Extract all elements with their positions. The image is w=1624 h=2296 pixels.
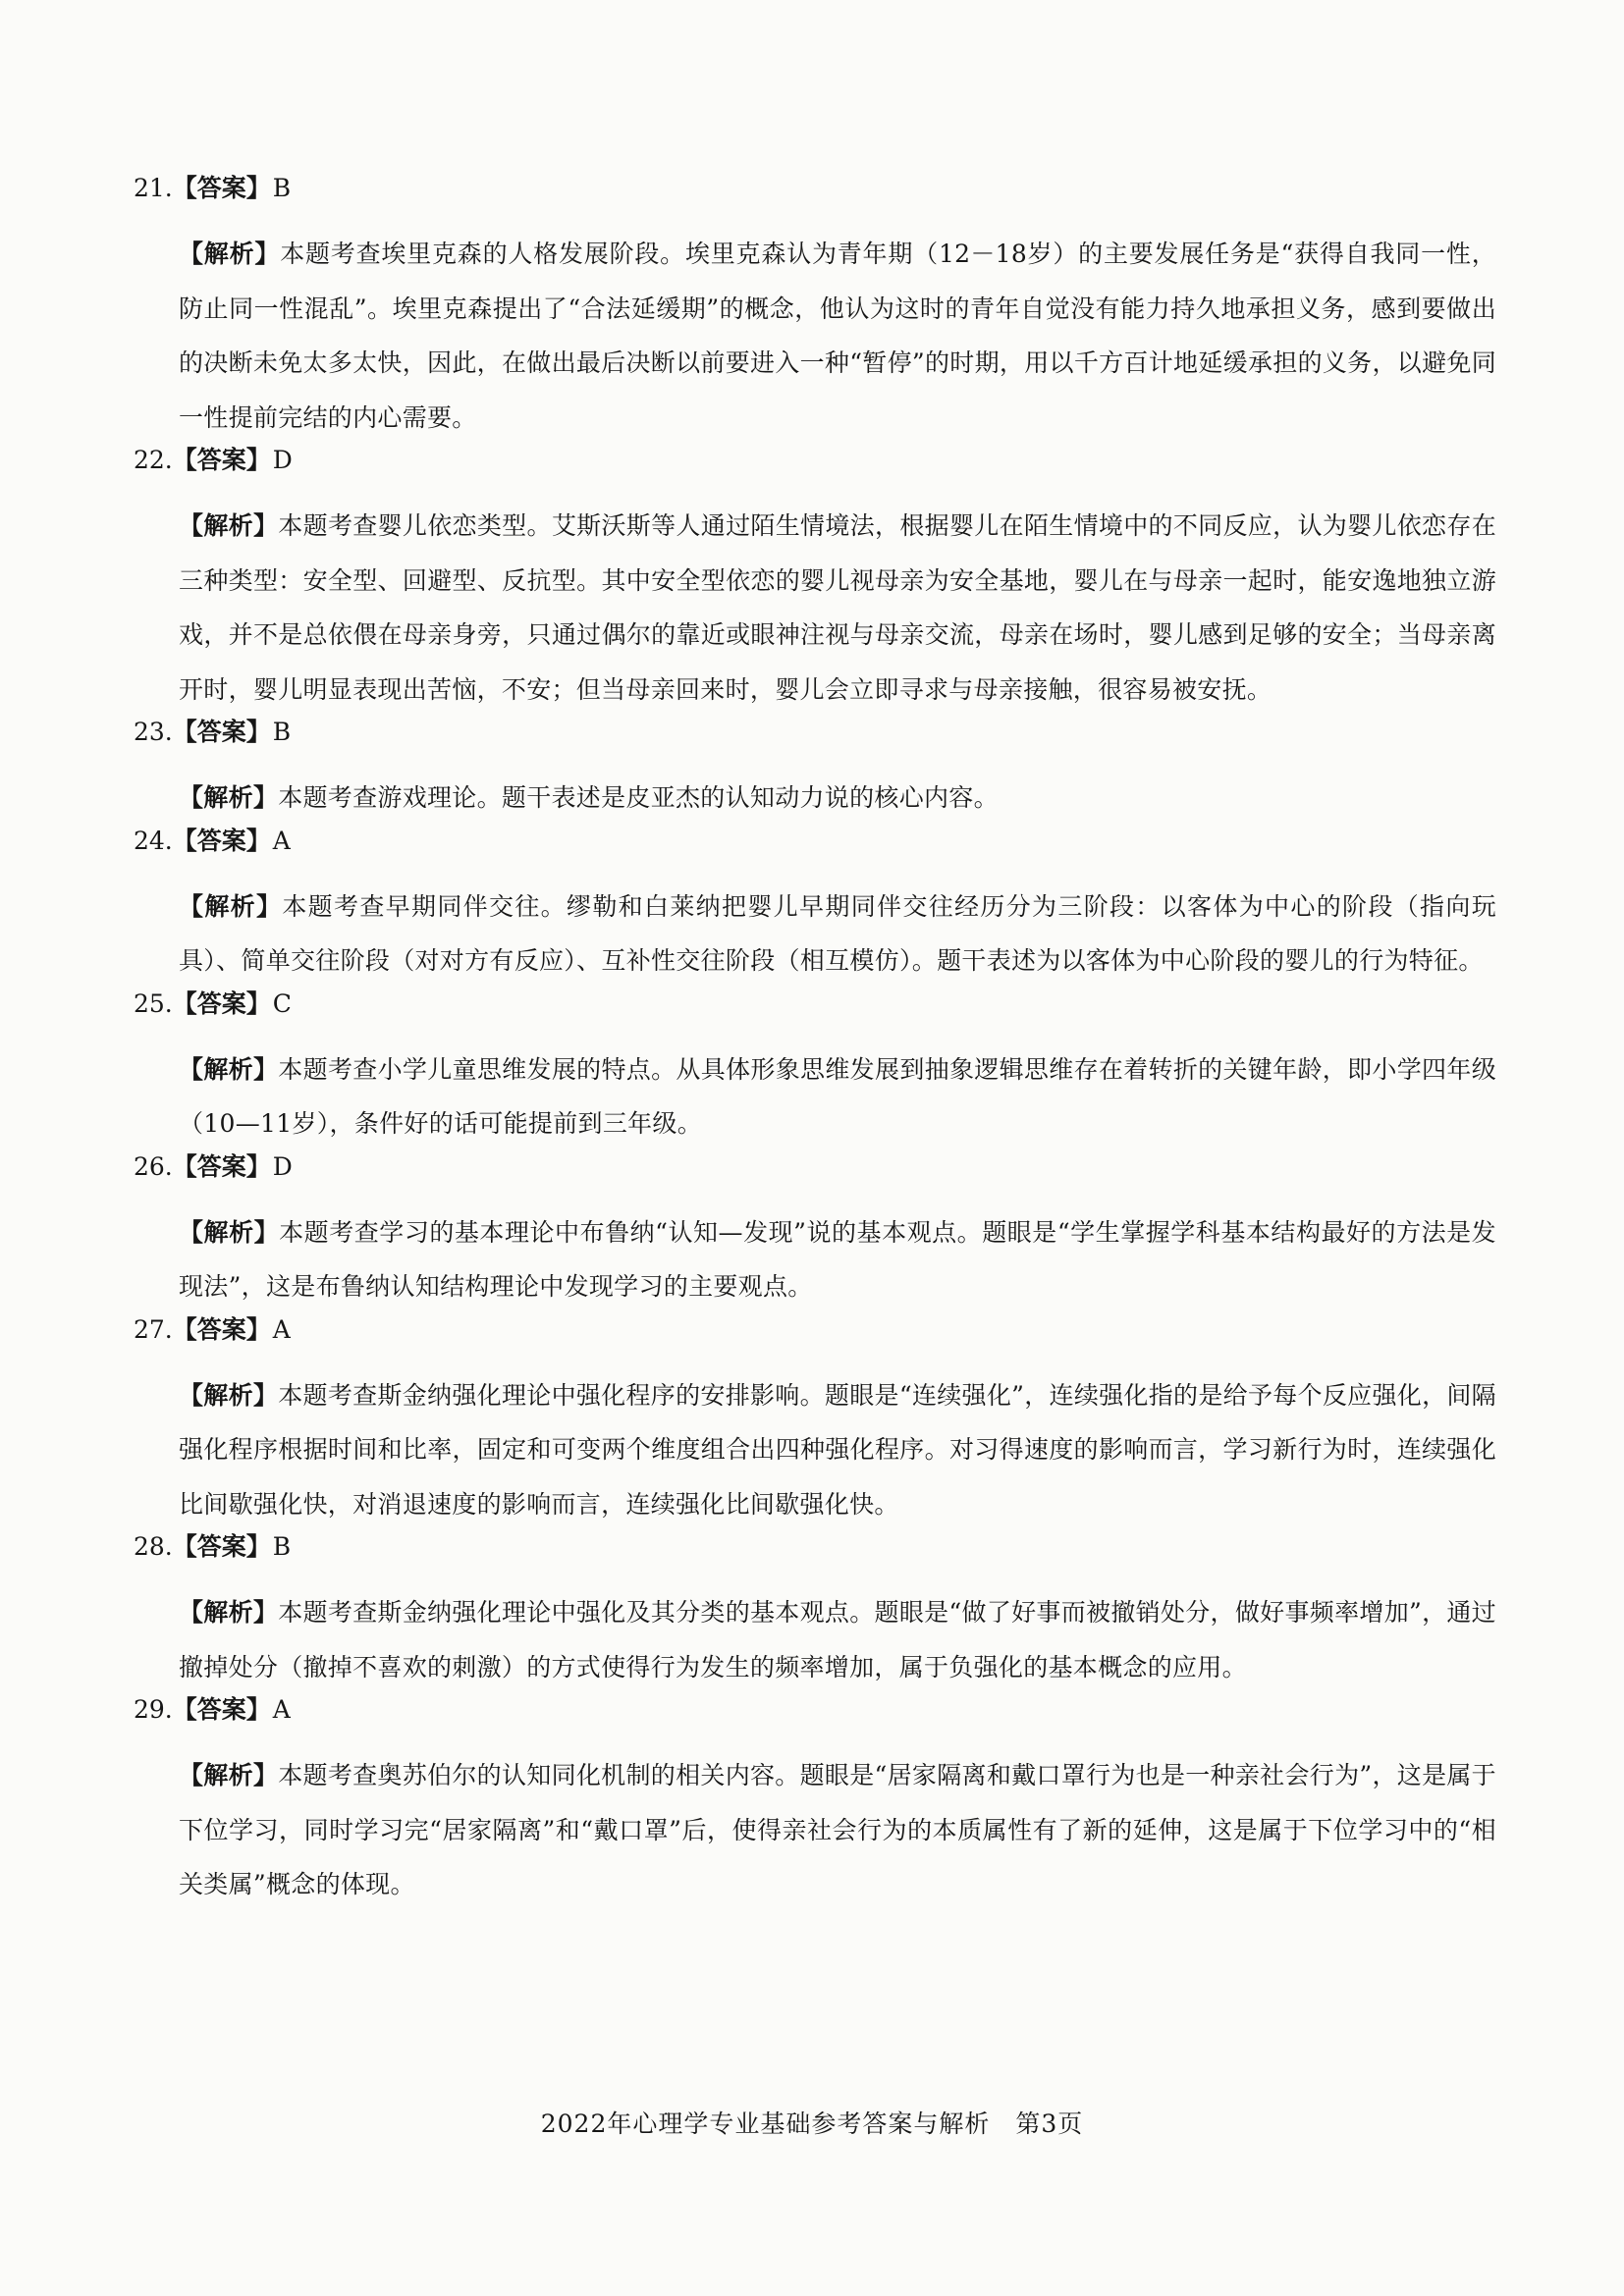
page-footer: 2022年心理学专业基础参考答案与解析 第3页: [540, 2109, 1084, 2138]
analysis-paragraph: [179, 1042, 1496, 1151]
analysis-text: 本题考查小学儿童思维发展的特点。从具体形象思维发展到抽象逻辑思维存在着转折的关键年龄，即小学四年级（10—11岁），条件好的话可能提前到三年级。: [179, 1054, 1496, 1138]
answer-line: [134, 1531, 1498, 1585]
answer-item: [134, 826, 1498, 988]
question-number: 28.: [134, 1532, 173, 1561]
answer-label: 【答案】: [172, 1314, 271, 1344]
analysis-text: 本题考查斯金纳强化理论中强化及其分类的基本观点。题眼是“做了好事而被撤销处分，做好事频率增加”，通过撤掉处分（撤掉不喜欢的刺激）的方式使得行为发生的频率增加，属于负强化的基本概念的应用。: [179, 1598, 1496, 1682]
analysis-label: 【解析】: [179, 783, 279, 812]
analysis-text: 本题考查奥苏伯尔的认知同化机制的相关内容。题眼是“居家隔离和戴口罩行为也是一种亲社会行为”，这是属于下位学习，同时学习完“居家隔离”和“戴口罩”后，使得亲社会行为的本质属性有了新的延伸，这是属于下位学习中的“相关类属”概念的体现。: [179, 1761, 1496, 1898]
question-number: 24.: [134, 826, 173, 855]
answer-line: [134, 1151, 1498, 1205]
answer-label: 【答案】: [172, 446, 271, 474]
answer-line: [134, 1694, 1498, 1748]
answer-value: B: [272, 174, 292, 202]
answer-item: [134, 1694, 1498, 1912]
question-number: 26.: [134, 1151, 173, 1181]
question-number: 29.: [134, 1695, 173, 1724]
analysis-label: 【解析】: [179, 511, 279, 540]
analysis-text: 本题考查埃里克森的人格发展阶段。埃里克森认为青年期（12－18岁）的主要发展任务是“获得自我同一性，防止同一性混乱”。埃里克森提出了“合法延缓期”的概念，他认为这时的青年自觉没有能力持久地承担义务，感到要做出的决断未免太多太快，因此，在做出最后决断以前要进入一种“暂停”的时期，用以千方百计地延缓承担的义务，以避免同一性提前完结的内心需要。: [179, 240, 1496, 432]
question-number: 27.: [134, 1314, 173, 1344]
analysis-text: 本题考查早期同伴交往。缪勒和白莱纳把婴儿早期同伴交往经历分为三阶段：以客体为中心的阶段（指向玩具）、简单交往阶段（对对方有反应）、互补性交往阶段（相互模仿）。题干表述为以客体为中心阶段的婴儿的行为特征。: [179, 891, 1496, 975]
analysis-paragraph: [179, 227, 1496, 445]
answer-label: 【答案】: [172, 1695, 271, 1724]
answer-label: 【答案】: [172, 826, 271, 855]
answer-label: 【答案】: [172, 1151, 271, 1181]
analysis-paragraph: [179, 1368, 1496, 1532]
answer-list: [134, 173, 1498, 1912]
analysis-paragraph: [179, 499, 1496, 717]
answer-line: [134, 988, 1498, 1042]
answer-line: [134, 826, 1498, 880]
analysis-text: 本题考查婴儿依恋类型。艾斯沃斯等人通过陌生情境法，根据婴儿在陌生情境中的不同反应，认为婴儿依恋存在三种类型：安全型、回避型、反抗型。其中安全型依恋的婴儿视母亲为安全基地，婴儿在与母亲一起时，能安逸地独立游戏，并不是总依偎在母亲身旁，只通过偶尔的靠近或眼神注视与母亲交流，母亲在场时，婴儿感到足够的安全；当母亲离开时，婴儿明显表现出苦恼，不安；但当母亲回来时，婴儿会立即寻求与母亲接触，很容易被安抚。: [179, 511, 1496, 704]
analysis-label: 【解析】: [179, 1761, 279, 1789]
analysis-paragraph: [179, 1585, 1496, 1694]
analysis-paragraph: [179, 771, 1496, 826]
analysis-label: 【解析】: [179, 891, 283, 921]
analysis-label: 【解析】: [179, 1598, 279, 1627]
question-number: 23.: [134, 718, 173, 746]
analysis-label: 【解析】: [179, 1054, 279, 1084]
answer-line: [134, 445, 1498, 499]
analysis-label: 【解析】: [179, 1217, 280, 1247]
answer-value: B: [272, 1532, 292, 1561]
answer-item: [134, 717, 1498, 826]
question-number: 22.: [134, 446, 173, 474]
question-number: 25.: [134, 988, 173, 1018]
answer-line: [134, 173, 1498, 227]
answer-value: C: [272, 988, 292, 1018]
answer-item: [134, 1531, 1498, 1694]
answer-label: 【答案】: [172, 718, 271, 746]
answer-value: B: [272, 718, 292, 746]
analysis-paragraph: [179, 1748, 1496, 1912]
answer-value: D: [272, 1151, 293, 1181]
answer-label: 【答案】: [172, 988, 271, 1018]
answer-item: [134, 445, 1498, 717]
answer-value: A: [272, 1314, 291, 1344]
answer-item: [134, 173, 1498, 445]
answer-item: [134, 988, 1498, 1151]
analysis-label: 【解析】: [179, 240, 281, 268]
analysis-text: 本题考查斯金纳强化理论中强化程序的安排影响。题眼是“连续强化”，连续强化指的是给予每个反应强化，间隔强化程序根据时间和比率，固定和可变两个维度组合出四种强化程序。对习得速度的影响而言，学习新行为时，连续强化比间歇强化快，对消退速度的影响而言，连续强化比间歇强化快。: [179, 1380, 1496, 1519]
answer-line: [134, 1314, 1498, 1368]
analysis-paragraph: [179, 1205, 1496, 1314]
analysis-text: 本题考查游戏理论。题干表述是皮亚杰的认知动力说的核心内容。: [278, 783, 999, 812]
answer-label: 【答案】: [172, 1532, 271, 1561]
answer-value: A: [272, 826, 291, 855]
answer-item: [134, 1314, 1498, 1532]
answer-label: 【答案】: [172, 174, 271, 202]
analysis-text: 本题考查学习的基本理论中布鲁纳“认知—发现”说的基本观点。题眼是“学生掌握学科基本结构最好的方法是发现法”，这是布鲁纳认知结构理论中发现学习的主要观点。: [179, 1217, 1496, 1301]
question-number: 21.: [134, 174, 173, 202]
analysis-paragraph: [179, 880, 1496, 988]
answer-item: [134, 1151, 1498, 1314]
answer-line: [134, 717, 1498, 771]
answer-value: A: [272, 1695, 291, 1724]
analysis-label: 【解析】: [179, 1380, 279, 1410]
answer-value: D: [272, 446, 293, 474]
